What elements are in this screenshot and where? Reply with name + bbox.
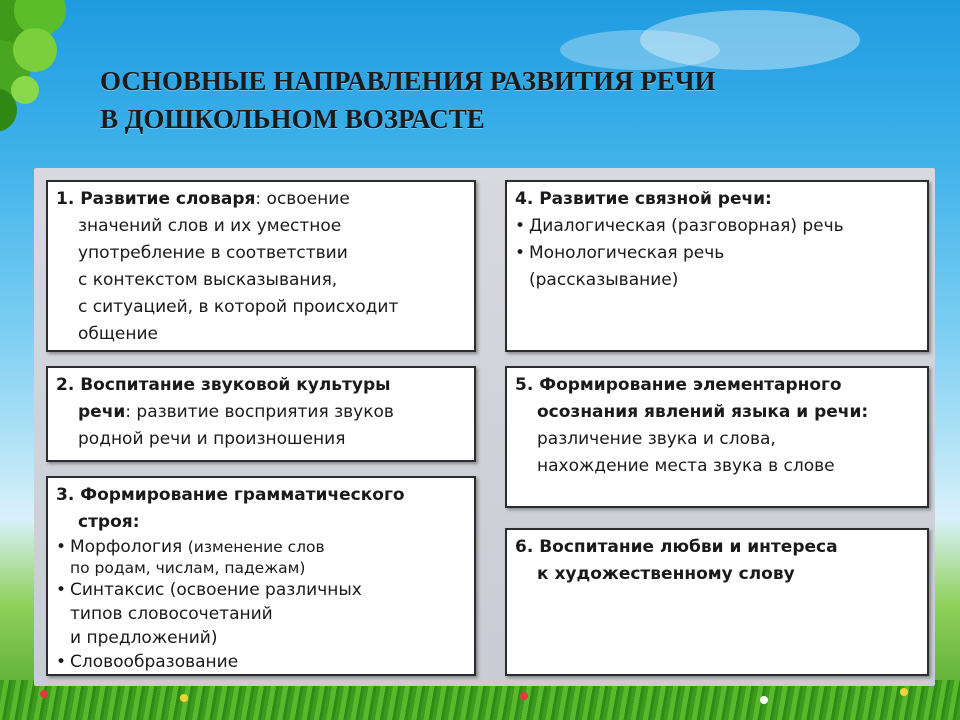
card-grammar-note: (изменение слов [187,538,325,556]
card-connected-speech-line: (рассказывание) [529,270,679,290]
flower-decoration [900,688,908,696]
card-grammar-line: и предложений) [70,628,218,648]
card-vocabulary-line: общение [78,324,158,344]
card-sound-culture-heading-2: речи [78,402,126,422]
flower-decoration [180,694,188,702]
card-sound-culture-heading-rest: : развитие восприятия звуков [125,402,394,422]
card-grammar-heading: 3. Формирование грамматического [56,485,405,505]
card-connected-speech-heading: 4. Развитие связной речи: [515,189,772,209]
tree-leaves-icon [0,0,100,140]
card-literature [505,528,929,676]
card-language-awareness-heading: 5. Формирование элементарного [515,375,842,395]
title-line-2: В ДОШКОЛЬНОМ ВОЗРАСТЕ [100,104,485,134]
flower-decoration [40,690,48,698]
card-vocabulary-heading-rest: : освоение [255,189,350,209]
card-sound-culture [46,366,476,462]
card-vocabulary [46,180,476,352]
title-line-1: ОСНОВНЫЕ НАПРАВЛЕНИЯ РАЗВИТИЯ РЕЧИ [100,66,716,96]
card-vocabulary-line: употребление в соответствии [78,243,348,263]
card-grammar-bullet: • Синтаксис (освоение различных [56,578,466,602]
card-language-awareness [505,366,929,508]
card-connected-speech-bullet: • Монологическая речь [515,240,919,267]
card-literature-heading-2: к художественному слову [537,564,795,584]
card-grammar-bullet: • Словообразование [56,650,466,674]
card-language-awareness-line: различение звука и слова, [537,429,776,449]
card-connected-speech [505,180,929,352]
card-grammar [46,476,476,676]
flower-decoration [520,692,528,700]
card-language-awareness-heading-2: осознания явлений языка и речи: [537,402,869,422]
card-vocabulary-line: значений слов и их уместное [78,216,342,236]
card-grammar-bullet: Морфология [70,537,183,557]
flower-decoration [760,696,768,704]
card-connected-speech-bullet: • Диалогическая (разговорная) речь [515,213,919,240]
content-panel [34,168,935,686]
card-sound-culture-heading: 2. Воспитание звуковой культуры [56,375,391,395]
card-grammar-line: типов словосочетаний [70,604,273,624]
card-vocabulary-line: с контекстом высказывания, [78,270,338,290]
card-sound-culture-line: родной речи и произношения [78,429,346,449]
card-language-awareness-line: нахождение места звука в слове [537,456,835,476]
page-title [100,62,900,138]
card-grammar-note-2: по родам, числам, падежам) [70,559,306,577]
card-vocabulary-line: с ситуацией, в которой происходит [78,297,399,317]
card-vocabulary-heading: 1. Развитие словаря [56,189,256,209]
grass-decoration [0,680,960,720]
card-literature-heading: 6. Воспитание любви и интереса [515,537,838,557]
card-grammar-heading-2: строя: [78,512,140,532]
